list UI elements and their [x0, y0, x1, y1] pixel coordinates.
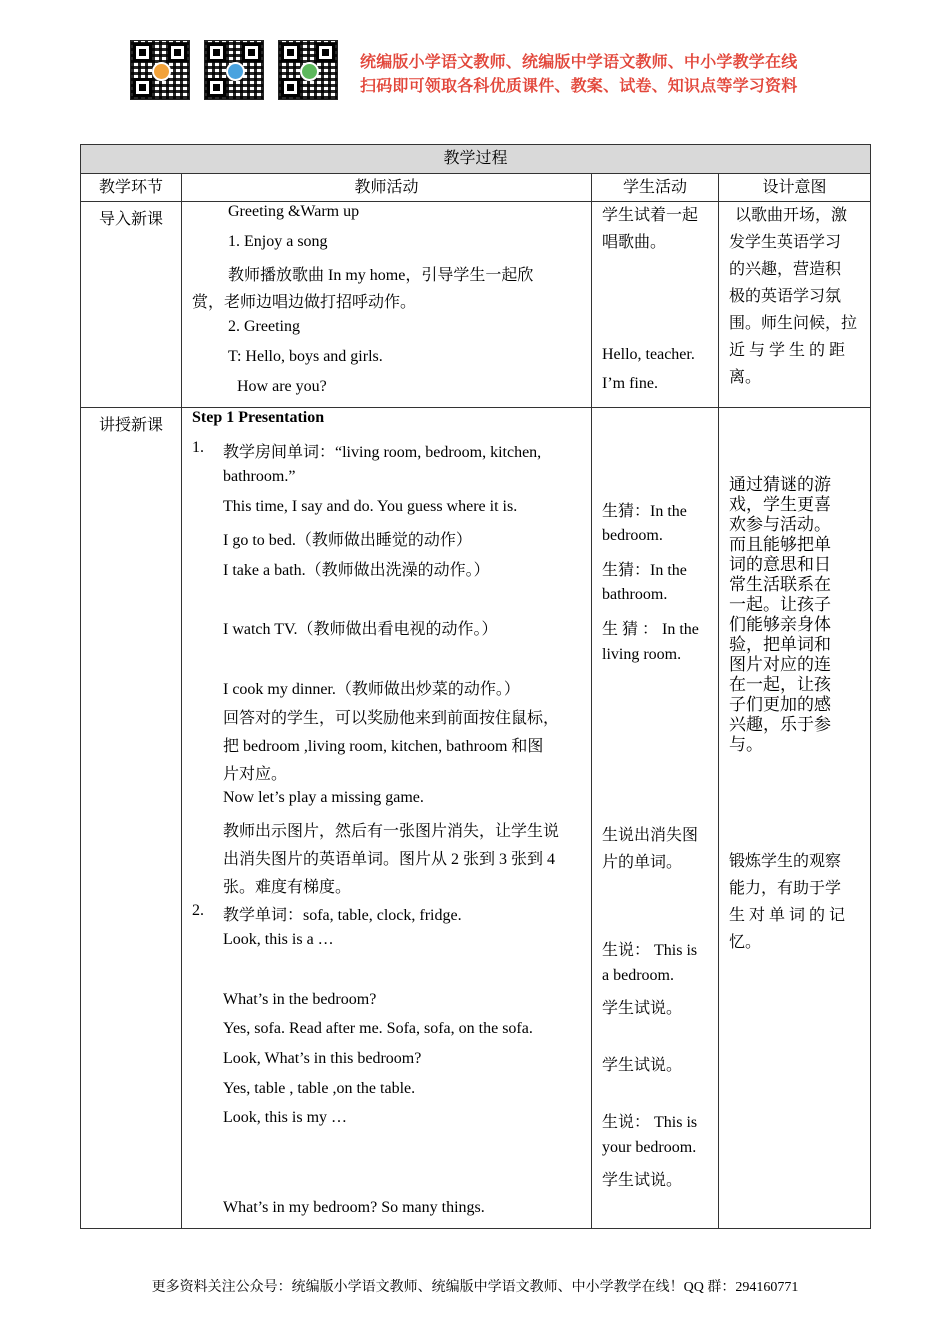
text-line: 发学生英语学习 — [729, 234, 842, 251]
qr-code-3 — [278, 40, 338, 100]
text-line: 离。 — [729, 369, 762, 386]
design-intent-intro — [719, 202, 871, 408]
stage-intro: 导入新课 — [81, 202, 182, 408]
stage-new-lesson: 讲授新课 — [81, 408, 182, 1229]
teacher-activity-intro — [182, 202, 592, 408]
text-line: 欢参与活动。 — [729, 515, 831, 535]
text-line: 生 猜 ： In the — [602, 621, 699, 638]
ad-line-2: 扫码即可领取各科优质课件、教案、试卷、知识点等学习资料 — [360, 76, 798, 95]
text-line: 一起。让孩子 — [729, 595, 831, 615]
text-line: Now let’s play a missing game. — [223, 789, 424, 806]
text-line: 常生活联系在 — [729, 575, 831, 595]
lesson-table — [80, 144, 871, 1229]
text-line: 兴趣，乐于参 — [729, 715, 831, 735]
text-line: bathroom. — [602, 586, 668, 603]
step-heading: Step 1 Presentation — [192, 409, 325, 426]
footer-note: 更多资料关注公众号：统编版小学语文教师、统编版中学语文教师、中小学教学在线！QQ 群：294160771 — [151, 1280, 799, 1295]
text-line: 生说： This is — [602, 942, 698, 959]
text-line: 生说出消失图 — [602, 827, 699, 844]
text-line: I go to bed.（教师做出睡觉的动作） — [223, 532, 472, 549]
text-line: How are you? — [237, 378, 327, 395]
text-line: 以歌曲开场，激 — [735, 207, 848, 224]
text-line: bedroom. — [602, 527, 663, 544]
text-line: 片对应。 — [223, 766, 288, 783]
column-header-student: 学生活动 — [592, 174, 719, 202]
text-line: 教师出示图片，然后有一张图片消失，让学生说 — [223, 823, 560, 840]
qr-code-2 — [204, 40, 264, 100]
text-line: 而且能够把单 — [729, 535, 831, 555]
text-line: 近 与 学 生 的 距 — [729, 342, 846, 359]
text-line: 通过猜谜的游 — [729, 475, 831, 495]
student-activity-intro — [592, 202, 719, 408]
text-line: 1. Enjoy a song — [228, 233, 328, 250]
text-line: 在一起，让孩 — [729, 675, 831, 695]
text-line: 的兴趣，营造积 — [729, 261, 842, 278]
text-line: 学生试说。 — [602, 1172, 683, 1189]
text-line: 学生试着一起 — [602, 207, 699, 224]
text-line: Greeting &Warm up — [228, 203, 360, 220]
text-line: 唱歌曲。 — [602, 234, 667, 251]
text-line: 忆。 — [729, 934, 762, 951]
text-line: 2. Greeting — [228, 318, 300, 335]
text-line: living room. — [602, 646, 682, 663]
text-line: This time, I say and do. You guess where it is. — [223, 498, 518, 515]
text-line: 教师播放歌曲 In my home，引导学生一起欣 — [228, 267, 534, 284]
text-line: I’m fine. — [602, 375, 658, 392]
table-title: 教学过程 — [81, 145, 871, 174]
text-line: 与。 — [729, 735, 763, 755]
text-line: 教学单词：sofa, table, clock, fridge. — [223, 907, 462, 924]
text-line: 验，把单词和 — [729, 635, 831, 655]
text-line: I take a bath.（教师做出洗澡的动作。） — [223, 562, 490, 579]
text-line: 生猜：In the — [602, 562, 687, 579]
text-line: 戏，学生更喜 — [729, 495, 831, 515]
text-line: 能力，有助于学 — [729, 880, 842, 897]
text-line: 围。师生问候，拉 — [729, 315, 858, 332]
qr-code-1 — [130, 40, 190, 100]
text-line: 赏，老师边唱边做打招呼动作。 — [192, 294, 417, 311]
text-line: Hello, teacher. — [602, 346, 695, 363]
text-line: 教学房间单词：“living room, bedroom, kitchen, — [223, 444, 542, 461]
design-intent-new-lesson — [719, 408, 871, 1229]
ad-line-1: 统编版小学语文教师、统编版中学语文教师、中小学教学在线 — [360, 52, 798, 71]
text-line: 生 对 单 词 的 记 — [729, 907, 846, 924]
text-line: 学生试说。 — [602, 1000, 683, 1017]
text-line: Look, this is my … — [223, 1109, 348, 1126]
text-line: 回答对的学生，可以奖励他来到前面按住鼠标， — [223, 710, 560, 727]
column-header-design: 设计意图 — [719, 174, 871, 202]
list-number: 2. — [192, 902, 204, 919]
text-line: bathroom.” — [223, 468, 296, 485]
text-line: 把 bedroom ,living room, kitchen, bathroom 和图 — [223, 738, 544, 755]
text-line: 极的英语学习氛 — [729, 288, 842, 305]
text-line: your bedroom. — [602, 1139, 697, 1156]
column-header-stage: 教学环节 — [81, 174, 182, 202]
list-number: 1. — [192, 439, 204, 456]
text-line: 出消失图片的英语单词。图片从 2 张到 3 张到 4 — [223, 851, 556, 868]
text-line: 张。难度有梯度。 — [223, 879, 352, 896]
text-line: What’s in my bedroom? So many things. — [223, 1199, 485, 1216]
text-line: Look, this is a … — [223, 931, 334, 948]
text-line: 词的意思和日 — [729, 555, 831, 575]
header-banner — [130, 40, 830, 102]
text-line: 们能够亲身体 — [729, 615, 831, 635]
text-line: Look, What’s in this bedroom? — [223, 1050, 422, 1067]
text-line: Yes, sofa. Read after me. Sofa, sofa, on the sofa. — [223, 1020, 533, 1037]
text-line: a bedroom. — [602, 967, 674, 984]
text-line: 片的单词。 — [602, 854, 683, 871]
teacher-activity-new-lesson — [182, 408, 592, 1229]
text-line: What’s in the bedroom? — [223, 991, 377, 1008]
text-line: 生猜：In the — [602, 503, 687, 520]
text-line: Yes, table , table ,on the table. — [223, 1080, 416, 1097]
student-activity-new-lesson — [592, 408, 719, 1229]
text-line: I watch TV.（教师做出看电视的动作。） — [223, 621, 498, 638]
text-line: 图片对应的连 — [729, 655, 831, 675]
text-line: I cook my dinner.（教师做出炒菜的动作。） — [223, 681, 520, 698]
text-line: 生说： This is — [602, 1114, 698, 1131]
text-line: T: Hello, boys and girls. — [228, 348, 383, 365]
text-line: 学生试说。 — [602, 1057, 683, 1074]
text-line: 子们更加的感 — [729, 695, 831, 715]
text-line: 锻炼学生的观察 — [729, 853, 842, 870]
column-header-teacher: 教师活动 — [182, 174, 592, 202]
